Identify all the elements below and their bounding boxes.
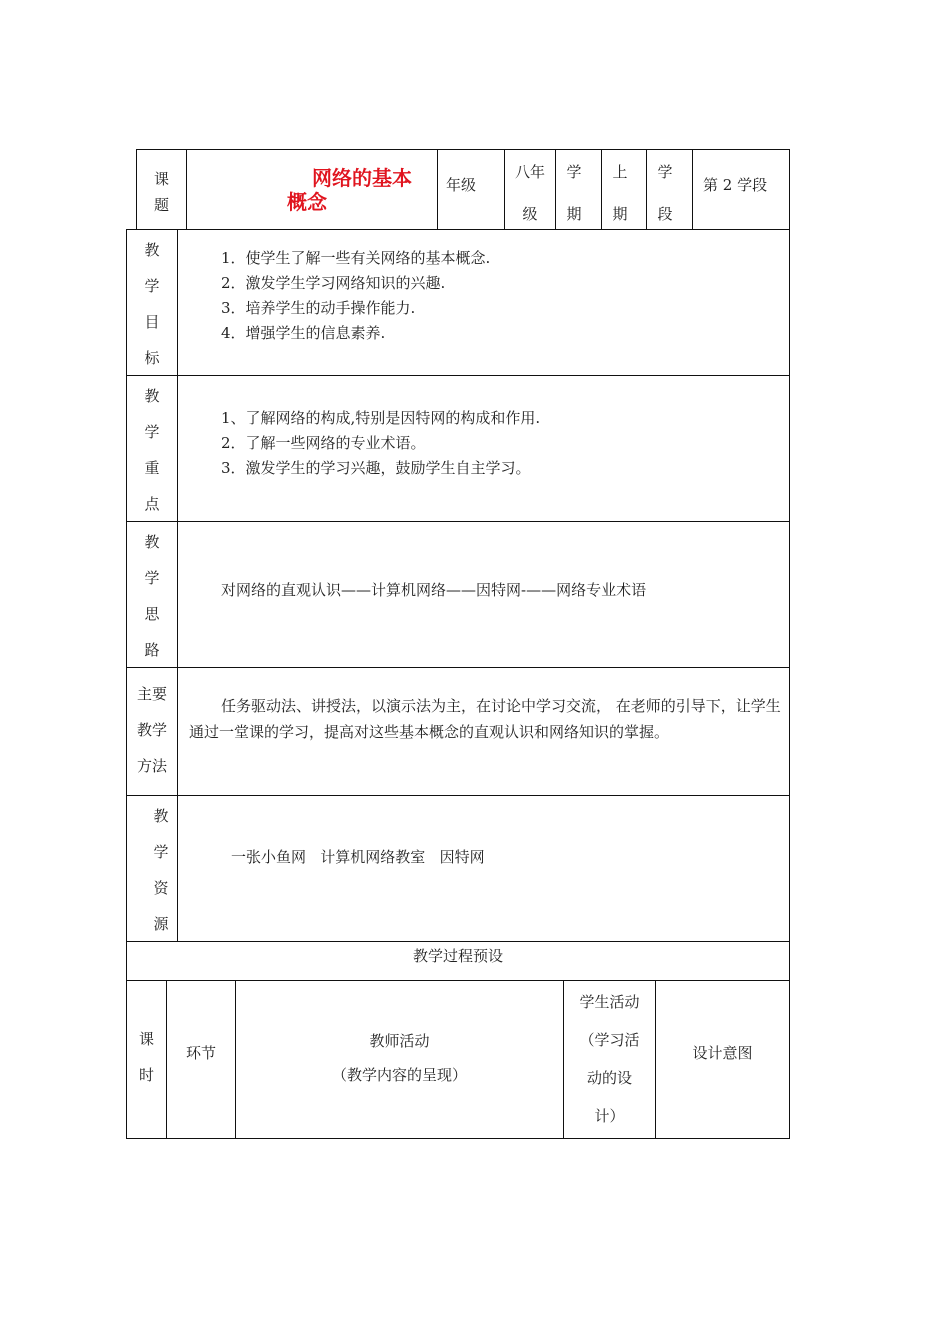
col-student-line: 计） [594, 1107, 625, 1125]
approach-text: 对网络的直观认识——计算机网络——因特网-——网络专业术语 [221, 581, 647, 599]
grade-value-line: 八年 [514, 163, 545, 181]
grade-value [505, 151, 555, 235]
resources-label-char: 资 [153, 879, 169, 897]
approach-label-char: 学 [144, 569, 160, 587]
methods-label-line: 方法 [136, 757, 167, 775]
col-teacher-line: 教师活动 [369, 1032, 430, 1050]
col-student [564, 983, 655, 1135]
col-stage: 环节 [185, 1044, 216, 1062]
list-item: 2．了解一些网络的专业术语。 [221, 434, 426, 452]
list-item: 2．激发学生学习网络知识的兴趣. [221, 274, 446, 292]
approach-label [127, 524, 177, 668]
methods-label-line: 教学 [136, 721, 167, 739]
list-item: 4．增强学生的信息素养. [221, 324, 386, 342]
list-item: 1．使学生了解一些有关网络的基本概念. [221, 249, 491, 267]
keypoints-label-char: 学 [144, 423, 160, 441]
term-value-char: 上 [612, 163, 628, 181]
methods-label [127, 676, 177, 784]
goals-list [221, 246, 781, 346]
subject-label [137, 166, 186, 218]
keypoints-label-char: 教 [144, 387, 160, 405]
col-teacher [236, 1024, 563, 1092]
resources-text: 一张小鱼网 计算机网络教室 因特网 [231, 848, 485, 866]
list-item: 3．培养学生的动手操作能力. [221, 299, 416, 317]
grade-label: 年级 [446, 176, 477, 194]
methods-label-line: 主要 [136, 685, 167, 703]
keypoints-label-char: 点 [144, 495, 160, 513]
keypoints-list [221, 406, 781, 481]
col-period [127, 1021, 166, 1093]
segment-label-char: 学 [657, 163, 673, 181]
goals-label-char: 标 [144, 349, 160, 367]
subject-label-char: 题 [153, 196, 169, 214]
goals-label-char: 学 [144, 277, 160, 295]
col-teacher-line: （教学内容的呈现） [331, 1066, 467, 1084]
resources-label [136, 798, 186, 942]
approach-label-char: 思 [144, 605, 160, 623]
lesson-title-line2: 概念 [287, 190, 327, 214]
resources-label-char: 教 [153, 807, 169, 825]
keypoints-label [127, 378, 177, 522]
term-label-char: 期 [566, 205, 582, 223]
term-value [602, 151, 638, 235]
term-value-char: 期 [612, 205, 628, 223]
approach-label-char: 教 [144, 533, 160, 551]
approach-label-char: 路 [144, 641, 160, 659]
goals-label-char: 目 [144, 313, 160, 331]
list-item: 1、了解网络的构成,特别是因特网的构成和作用. [221, 409, 541, 427]
col-period-char: 时 [138, 1066, 154, 1084]
resources-label-char: 源 [153, 915, 169, 933]
goals-label [127, 232, 177, 376]
col-student-line: 动的设 [586, 1069, 632, 1087]
grade-value-line: 级 [522, 205, 538, 223]
term-label-char: 学 [566, 163, 582, 181]
term-label [556, 151, 592, 235]
keypoints-label-char: 重 [144, 459, 160, 477]
col-student-line: （学习活 [579, 1031, 640, 1049]
process-title: 教学过程预设 [412, 947, 503, 965]
col-student-line: 学生活动 [579, 993, 640, 1011]
segment-label [647, 151, 683, 235]
resources-label-char: 学 [153, 843, 169, 861]
col-period-char: 课 [138, 1030, 154, 1048]
list-item: 3．激发学生的学习兴趣，鼓励学生自主学习。 [221, 459, 531, 477]
goals-label-char: 教 [144, 241, 160, 259]
subject-label-char: 课 [153, 170, 169, 188]
segment-label-char: 段 [657, 205, 673, 223]
col-intent: 设计意图 [692, 1044, 753, 1062]
methods-text: 任务驱动法、讲授法，以演示法为主，在讨论中学习交流， 在老师的引导下，让学生通过一堂课的学习，提高对这些基本概念的直观认识和网络知识的掌握。 [189, 697, 781, 741]
lesson-title-line1: 网络的基本 [312, 166, 412, 190]
segment-value: 第 2 学段 [703, 176, 768, 194]
lesson-title [187, 166, 437, 214]
